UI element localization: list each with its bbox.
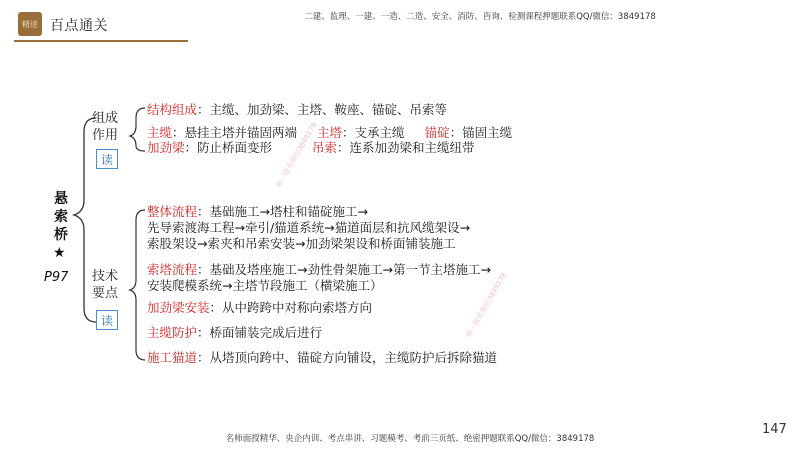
anchorage-key: 锚碇	[424, 125, 450, 140]
watermark: 唯一联系微信3849178	[274, 121, 319, 189]
section2-read-button[interactable]: 读	[96, 310, 118, 330]
brand-title: 百点通关	[50, 18, 108, 34]
section1-read-button[interactable]: 读	[96, 149, 118, 169]
catwalk-key: 施工猫道	[147, 350, 198, 365]
stiffening-girder-line	[147, 140, 475, 156]
anchorage-text: ：锚固主缆	[449, 125, 513, 140]
tower-process-text1: ：基础及塔座施工→劲性骨架施工→第一节主塔施工→	[197, 262, 491, 277]
main-cable-text: ：悬挂主塔并锚固两端	[172, 125, 298, 140]
stiffening-girder-text: ：防止桥面变形	[184, 140, 273, 155]
overall-process-line3: 索股架设→索夹和吊索安装→加劲梁架设和桥面铺装施工	[147, 236, 456, 251]
girder-install-key: 加劲梁安装	[147, 300, 210, 315]
footer-contact-notice: 名师面授精华、央企内训、考点串讲、习题模考、考前三页纸、绝密押题联系QQ/微信：3849178	[225, 434, 595, 444]
brand-logo: 精进	[18, 12, 42, 36]
main-tower-text: ：支承主缆	[342, 125, 405, 140]
cable-protection-key: 主缆防护	[147, 325, 198, 340]
tower-process-line1	[147, 262, 491, 278]
main-tower-key: 主塔	[317, 125, 343, 140]
section1-label-line1: 组成	[92, 111, 119, 126]
tower-process-key: 索塔流程	[147, 262, 198, 277]
overall-process-text1: ：基础施工→塔柱和锚碇施工→	[197, 204, 368, 219]
overall-process-key: 整体流程	[147, 204, 198, 219]
star-icon: ★	[53, 245, 66, 261]
suspender-key: 吊索	[312, 140, 338, 155]
cable-protection-text: ：桥面铺装完成后进行	[197, 325, 323, 340]
section2-label-line2: 要点	[92, 286, 119, 301]
tower-process-line2: 安装爬模系统→主塔节段施工（横梁施工）	[147, 278, 383, 293]
topic-title: 悬索桥	[54, 191, 68, 243]
structure-composition-key: 结构组成	[147, 102, 198, 117]
cable-protection-line	[147, 325, 322, 341]
suspender-text: ：连系加劲梁和主缆纽带	[337, 140, 475, 155]
main-cable-key: 主缆	[147, 125, 173, 140]
section2-label-line1: 技术	[92, 269, 119, 284]
page-number: 147	[762, 422, 787, 437]
main-cable-line	[147, 125, 512, 141]
overall-process-line2: 先导索渡海工程→牵引/猫道系统→猫道面层和抗风缆架设→	[147, 220, 471, 235]
header-contact-notice: 二建、监理、一建、一造、二造、安全、消防、咨询、检测课程押题联系QQ/微信：3849178	[304, 12, 656, 22]
girder-install-text: ：从中跨跨中对称向索塔方向	[209, 300, 373, 315]
girder-install-line	[147, 300, 372, 316]
structure-composition-text: ：主缆、加劲梁、主塔、鞍座、锚碇、吊索等	[197, 102, 448, 117]
stiffening-girder-key: 加劲梁	[147, 140, 185, 155]
page-reference: P97	[44, 270, 69, 285]
section1-label-line2: 作用	[92, 128, 119, 143]
overall-process-line1	[147, 204, 368, 220]
watermark: 唯一联系微信3849178	[464, 271, 509, 339]
catwalk-text: ：从塔顶向跨中、锚碇方向铺设，主缆防护后拆除猫道	[197, 350, 498, 365]
structure-composition-line	[147, 102, 447, 118]
catwalk-line	[147, 350, 497, 366]
